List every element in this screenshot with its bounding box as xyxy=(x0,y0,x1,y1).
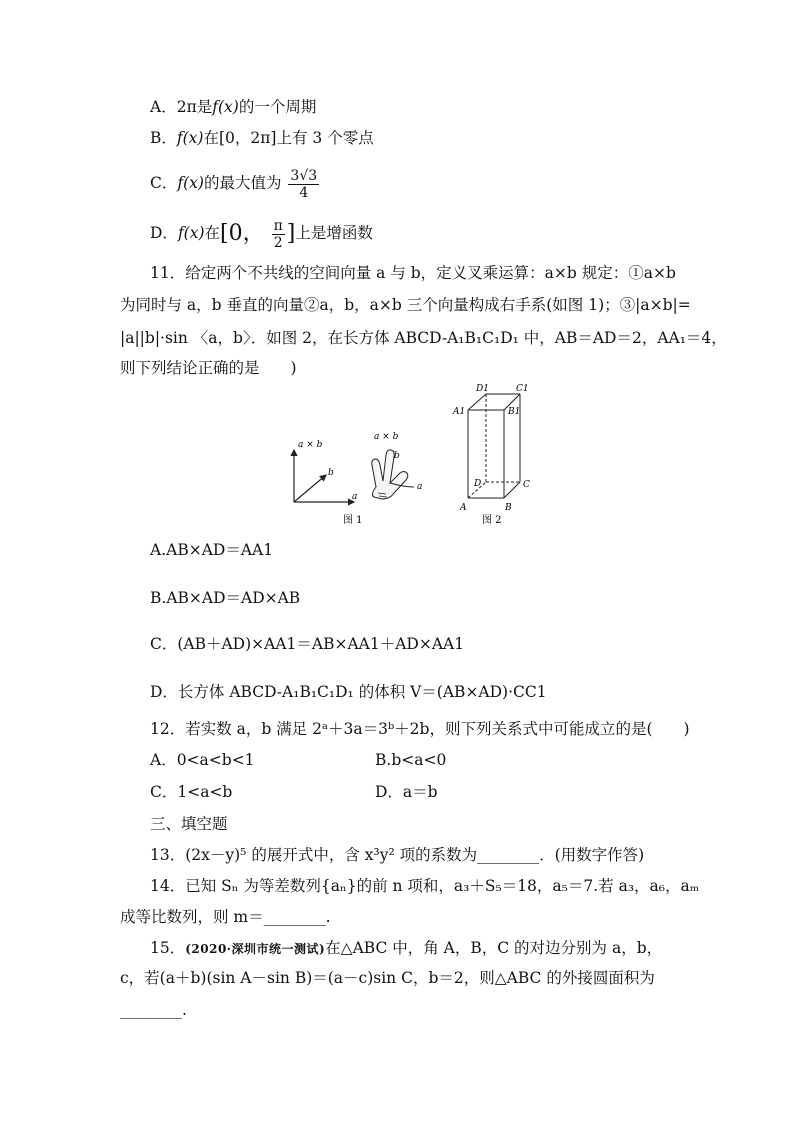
q14-stem-line-1: 14．已知 Sₙ 为等差数列{aₙ}的前 n 项和，a₃＋S₅＝18，a₅＝7.若 a₃，a₆，aₘ xyxy=(150,877,700,895)
hand-label-a: a xyxy=(417,482,423,492)
q11-stem-line-4: 则下列结论正确的是 ) xyxy=(120,359,297,377)
axis-b xyxy=(294,475,326,502)
hand-label-b: b xyxy=(394,451,400,461)
q10-option-b: B．f(x)在[0，2π]上有 3 个零点 xyxy=(150,129,374,147)
q10-option-d: D．f(x)在[0， $\frac{\pi}{2}$ ]上是增函数 xyxy=(150,217,373,251)
vertex-d: D xyxy=(474,479,482,489)
vertex-c: C xyxy=(523,480,530,490)
label-b: b xyxy=(328,468,334,478)
q15-stem-line-2: c，若(a＋b)(sin A－sin B)＝(a－c)sin C，b＝2，则△ABC 的外接圆面积为 xyxy=(120,969,655,987)
q12-option-a: A．0<a<b<1 xyxy=(150,751,255,769)
vertex-b1: B1 xyxy=(508,407,521,417)
caption-figure-1: 图 1 xyxy=(343,515,363,526)
q11-option-c: C．(AB＋AD)×AA1＝AB×AA1＋AD×AA1 xyxy=(150,635,465,653)
q15-stem-line-1: 15．(2020·深圳市统一测试)在△ABC 中，角 A，B，C 的对边分别为 a，b， xyxy=(150,939,663,957)
label-axb: a × b xyxy=(298,440,323,450)
hand-label-axb: a × b xyxy=(374,432,399,442)
q10-option-a: A．2π是f(x)的一个周期 xyxy=(150,98,317,116)
vertex-c1: C1 xyxy=(516,384,529,394)
fraction: $\frac{\pi}{2}$ xyxy=(273,217,283,251)
q11-option-d: D．长方体 ABCD-A₁B₁C₁D₁ 的体积 V＝(AB×AD)·CC1 xyxy=(150,683,547,701)
q10-option-c: C．f(x)的最大值为 $\frac{3√3}{4}$ xyxy=(150,167,318,201)
q13-stem: 13．(2x－y)⁵ 的展开式中，含 x³y² 项的系数为________．(用数字作答) xyxy=(150,846,645,864)
vertex-a1: A1 xyxy=(453,407,466,417)
q15-stem-line-3: ________. xyxy=(120,1001,187,1019)
right-hand-icon xyxy=(372,450,414,499)
q11-stem-line-1: 11．给定两个不共线的空间向量 a 与 b，定义叉乘运算：a×b 规定：①a×b xyxy=(150,264,676,282)
q12-option-b: B.b<a<0 xyxy=(375,751,447,769)
figure-1 xyxy=(286,425,436,530)
vertex-d1: D1 xyxy=(476,384,489,394)
q11-option-a: A.AB×AD＝AA1 xyxy=(150,541,274,559)
q11-stem-line-3: |a||b|·sin 〈a，b〉．如图 2，在长方体 ABCD-A₁B₁C₁D₁ 中，AB＝AD＝2，AA₁＝4， xyxy=(120,329,727,347)
q11-stem-line-2: 为同时与 a，b 垂直的向量②a，b，a×b 三个向量构成右手系(如图 1)；③|a×b|= xyxy=(120,296,691,314)
q11-option-b: B.AB×AD＝AD×AB xyxy=(150,589,301,607)
section-title-fill-in: 三、填空题 xyxy=(150,815,228,833)
label-a: a xyxy=(352,492,358,502)
q12-option-d: D．a＝b xyxy=(375,783,438,801)
q12-stem: 12．若实数 a，b 满足 2ᵃ＋3a＝3ᵇ＋2b，则下列关系式中可能成立的是( ) xyxy=(150,720,690,738)
fraction: $\frac{3√3}{4}$ xyxy=(290,167,318,201)
figure-2 xyxy=(448,380,548,530)
caption-figure-2: 图 2 xyxy=(482,515,502,526)
vertex-b: B xyxy=(505,503,512,513)
vertex-a: A xyxy=(460,503,467,513)
q14-stem-line-2: 成等比数列，则 m＝________. xyxy=(120,908,331,926)
source-tag: (2020·深圳市统一测试) xyxy=(185,942,326,956)
q12-option-c: C．1<a<b xyxy=(150,783,233,801)
